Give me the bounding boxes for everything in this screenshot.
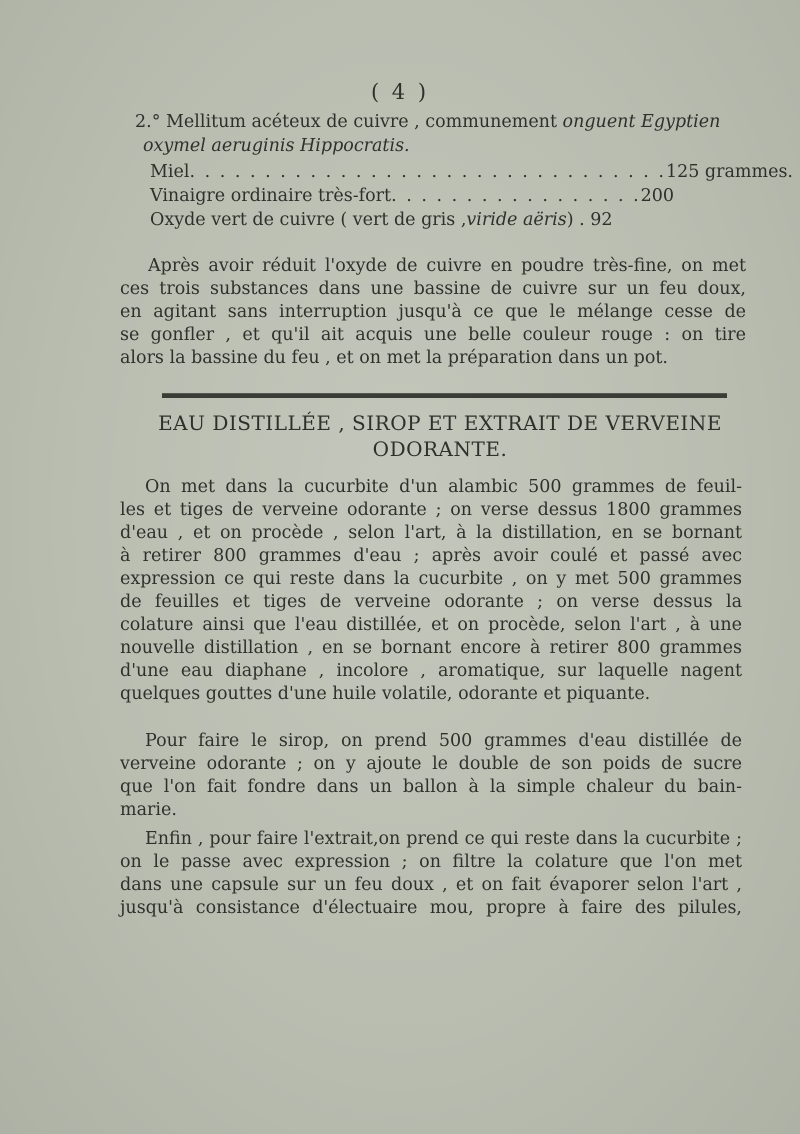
recipe-heading-italic: onguent Egyptien <box>562 112 721 132</box>
recipe-latin-name: oxymel aeruginis Hippocratis. <box>143 136 410 156</box>
text-line: Enfin , pour faire l'extrait,on prend ce qui reste dans la cucurbite ; <box>145 829 742 849</box>
text-line: verveine odorante ; on y ajoute le double de son poids de sucre <box>120 754 742 774</box>
section-title-line-1: EAU DISTILLÉE , SIROP ET EXTRAIT DE VERVEINE <box>158 411 722 435</box>
text-line: Après avoir réduit l'oxyde de cuivre en poudre très-fine, on met <box>148 256 746 276</box>
text-line: dans une capsule sur un feu doux , et on fait évaporer selon l'art , <box>120 875 742 895</box>
leader-dots: . . . . . . . . . . . . . . . . . <box>391 186 641 206</box>
text-line: ces trois substances dans une bassine de cuivre sur un feu doux, <box>120 279 746 299</box>
text-line: marie. <box>120 800 177 820</box>
recipe-heading <box>135 110 755 158</box>
ingredient-name: Vinaigre ordinaire très-fort <box>150 186 392 206</box>
section-title-line-2: ODORANTE. <box>372 437 508 461</box>
section-title <box>140 410 740 462</box>
ingredient-row <box>150 208 750 232</box>
extract-paragraph <box>120 828 742 920</box>
text-line: d'une eau diaphane , incolore , aromatique, sur laquelle nagent <box>120 661 742 681</box>
text-line: nouvelle distillation , en se bornant encore à retirer 800 grammes <box>120 638 742 658</box>
text-line: Pour faire le sirop, on prend 500 grammes d'eau distillée de <box>145 731 742 751</box>
ingredient-quantity: ) . 92 <box>566 210 613 230</box>
ingredient-row <box>150 160 793 184</box>
text-line: à retirer 800 grammes d'eau ; après avoir coulé et passé avec <box>120 546 742 566</box>
text-line: les et tiges de verveine odorante ; on verse dessus 1800 grammes <box>120 500 742 520</box>
ingredient-quantity: 125 grammes. <box>665 162 793 182</box>
ingredient-name: Oxyde vert de cuivre ( vert de gris , <box>150 210 467 230</box>
text-line: se gonfler , et qu'il ait acquis une belle couleur rouge : on tire <box>120 325 746 345</box>
text-line: colature ainsi que l'eau distillée, et on procède, selon l'art , à une <box>120 615 742 635</box>
text-line: alors la bassine du feu , et on met la préparation dans un pot. <box>120 348 668 368</box>
text-line: en agitant sans interruption jusqu'à ce que le mélange cesse de <box>120 302 746 322</box>
section-divider <box>162 393 727 398</box>
text-line: On met dans la cucurbite d'un alambic 500 grammes de feuil- <box>145 477 742 497</box>
ingredient-row <box>150 184 750 208</box>
ingredient-list <box>150 160 793 232</box>
recipe-heading-line-2 <box>135 134 755 158</box>
recipe-heading-text: 2.° Mellitum acéteux de cuivre , communement <box>135 112 563 132</box>
distillation-paragraph <box>120 476 742 706</box>
syrup-paragraph <box>120 730 742 822</box>
page-number: ( 4 ) <box>370 80 430 104</box>
ingredient-latin-name: viride aëris <box>466 210 567 230</box>
text-line: d'eau , et on procède , selon l'art, à la distillation, en se bornant <box>120 523 742 543</box>
text-line: quelques gouttes d'une huile volatile, odorante et piquante. <box>120 684 651 704</box>
text-line: que l'on fait fondre dans un ballon à la simple chaleur du bain- <box>120 777 742 797</box>
text-line: on le passe avec expression ; on filtre la colature que l'on met <box>120 852 742 872</box>
preparation-paragraph <box>120 255 746 370</box>
recipe-heading-line-1 <box>135 110 755 134</box>
ingredient-quantity: 200 <box>640 186 675 206</box>
leader-dots: . . . . . . . . . . . . . . . . . . . . . . . . . . . . . . . . <box>189 162 666 182</box>
ingredient-name: Miel <box>150 162 190 182</box>
text-line: expression ce qui reste dans la cucurbite , on y met 500 grammes <box>120 569 742 589</box>
text-line: jusqu'à consistance d'électuaire mou, propre à faire des pilules, <box>120 898 742 918</box>
text-line: de feuilles et tiges de verveine odorante ; on verse dessus la <box>120 592 742 612</box>
